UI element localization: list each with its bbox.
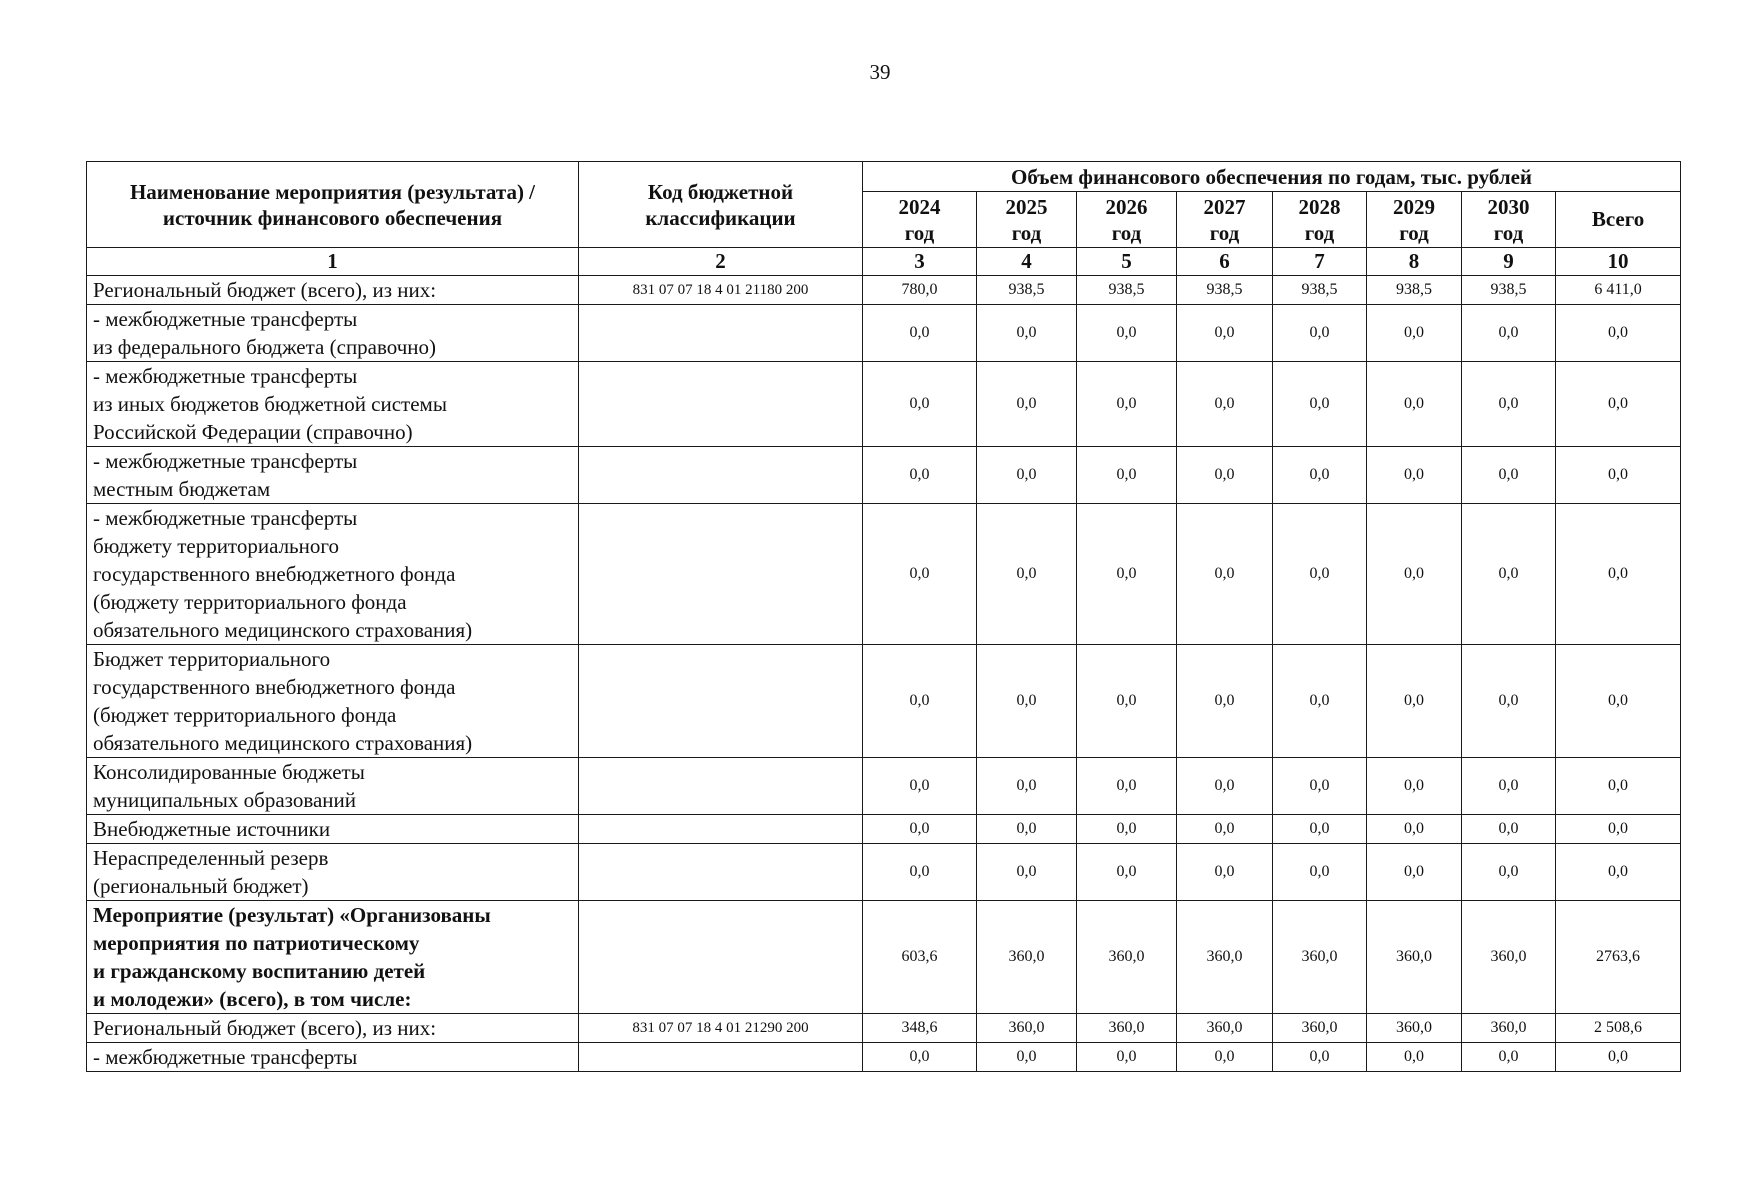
header-total-cell: Всего — [1556, 192, 1681, 248]
row-total-cell: 0,0 — [1556, 844, 1681, 901]
row-name-cell — [87, 362, 579, 447]
row-name-line: Региональный бюджет (всего), из них: — [93, 1016, 437, 1040]
row-name-line: (бюджету территориального фонда — [93, 590, 407, 614]
table-row — [87, 1014, 1681, 1043]
row-name-cell — [87, 447, 579, 504]
row-name-line: Консолидированные бюджеты — [93, 760, 365, 784]
row-value-cell: 0,0 — [863, 844, 977, 901]
row-value-cell: 0,0 — [1077, 305, 1177, 362]
row-name-cell — [87, 844, 579, 901]
row-value-cell: 360,0 — [977, 901, 1077, 1014]
row-value-cell: 0,0 — [1077, 815, 1177, 844]
column-number-cell: 10 — [1556, 248, 1681, 276]
row-value-cell: 0,0 — [1273, 305, 1367, 362]
row-name-cell — [87, 1014, 579, 1043]
row-value-cell: 0,0 — [1077, 447, 1177, 504]
row-total-cell: 0,0 — [1556, 305, 1681, 362]
row-value-cell: 360,0 — [1077, 1014, 1177, 1043]
row-value-cell: 0,0 — [977, 447, 1077, 504]
row-name-cell — [87, 758, 579, 815]
row-value-cell: 0,0 — [1367, 758, 1462, 815]
column-number-cell: 4 — [977, 248, 1077, 276]
row-value-cell: 360,0 — [1462, 1014, 1556, 1043]
row-name-line: Внебюджетные источники — [93, 817, 331, 841]
row-name-cell — [87, 645, 579, 758]
row-value-cell: 0,0 — [863, 1043, 977, 1072]
row-name-line: обязательного медицинского страхования) — [93, 731, 473, 755]
row-value-cell: 0,0 — [1462, 362, 1556, 447]
row-value-cell: 0,0 — [863, 758, 977, 815]
row-name-cell — [87, 1043, 579, 1072]
row-value-cell: 0,0 — [1367, 447, 1462, 504]
row-value-cell: 0,0 — [1177, 758, 1273, 815]
row-value-cell: 0,0 — [1177, 362, 1273, 447]
row-value-cell: 938,5 — [1177, 276, 1273, 305]
row-total-cell: 0,0 — [1556, 447, 1681, 504]
table-row — [87, 276, 1681, 305]
row-value-cell: 0,0 — [1273, 362, 1367, 447]
row-value-cell: 0,0 — [1462, 758, 1556, 815]
row-value-cell: 360,0 — [1273, 1014, 1367, 1043]
row-value-cell: 938,5 — [1077, 276, 1177, 305]
row-total-cell: 6 411,0 — [1556, 276, 1681, 305]
row-value-cell: 0,0 — [1462, 844, 1556, 901]
row-value-cell: 0,0 — [1462, 645, 1556, 758]
header-year-cell: 2026 год — [1077, 192, 1177, 248]
header-year-cell: 2025 год — [977, 192, 1077, 248]
row-value-cell: 0,0 — [977, 504, 1077, 645]
row-value-cell: 0,0 — [977, 815, 1077, 844]
row-code-cell — [579, 1043, 863, 1072]
row-name-line: обязательного медицинского страхования) — [93, 618, 473, 642]
table-row — [87, 362, 1681, 447]
row-value-cell: 0,0 — [1273, 844, 1367, 901]
table-row — [87, 758, 1681, 815]
row-value-cell: 0,0 — [1462, 305, 1556, 362]
table-row — [87, 504, 1681, 645]
row-name-line: государственного внебюджетного фонда — [93, 675, 456, 699]
row-value-cell: 0,0 — [1273, 815, 1367, 844]
header-row-top — [87, 162, 1681, 192]
table-row — [87, 305, 1681, 362]
row-name-line: из федерального бюджета (справочно) — [93, 335, 437, 359]
column-number-cell: 2 — [579, 248, 863, 276]
row-value-cell: 0,0 — [1273, 447, 1367, 504]
row-name-line: из иных бюджетов бюджетной системы — [93, 392, 447, 416]
row-value-cell: 938,5 — [977, 276, 1077, 305]
row-value-cell: 938,5 — [1367, 276, 1462, 305]
row-value-cell: 0,0 — [1077, 645, 1177, 758]
row-name-line: - межбюджетные трансферты — [93, 307, 358, 331]
row-name-line: Российской Федерации (справочно) — [93, 420, 413, 444]
header-code-cell: Код бюджетной классификации — [579, 162, 863, 248]
row-value-cell: 360,0 — [1177, 901, 1273, 1014]
table-row — [87, 844, 1681, 901]
row-value-cell: 360,0 — [1367, 1014, 1462, 1043]
row-code-cell — [579, 758, 863, 815]
row-value-cell: 0,0 — [977, 645, 1077, 758]
page-number: 39 — [869, 60, 891, 84]
row-name-line: Бюджет территориального — [93, 647, 331, 671]
row-name-line: - межбюджетные трансферты — [93, 449, 358, 473]
row-value-cell: 360,0 — [1367, 901, 1462, 1014]
row-value-cell: 0,0 — [1367, 645, 1462, 758]
table-row — [87, 1043, 1681, 1072]
row-code-cell — [579, 815, 863, 844]
row-total-cell: 0,0 — [1556, 758, 1681, 815]
row-value-cell: 0,0 — [1077, 362, 1177, 447]
row-value-cell: 0,0 — [1273, 1043, 1367, 1072]
row-code-cell — [579, 362, 863, 447]
row-name-cell — [87, 276, 579, 305]
header-name-cell: Наименование мероприятия (результата) / источник финансового обеспечения — [87, 162, 579, 248]
column-number-cell: 1 — [87, 248, 579, 276]
row-value-cell: 348,6 — [863, 1014, 977, 1043]
row-name-line: - межбюджетные трансферты — [93, 1045, 358, 1069]
header-year-cell: 2024 год — [863, 192, 977, 248]
row-value-cell: 603,6 — [863, 901, 977, 1014]
row-name-line: местным бюджетам — [93, 477, 271, 501]
row-name-cell — [87, 504, 579, 645]
row-name-line: Мероприятие (результат) «Организованы — [93, 903, 491, 927]
row-code-cell — [579, 305, 863, 362]
row-code-cell — [579, 901, 863, 1014]
row-total-cell: 2763,6 — [1556, 901, 1681, 1014]
row-name-line: бюджету территориального — [93, 534, 339, 558]
row-code-cell: 831 07 07 18 4 01 21180 200 — [579, 276, 863, 305]
row-code-cell — [579, 844, 863, 901]
row-value-cell: 0,0 — [1367, 844, 1462, 901]
row-value-cell: 0,0 — [1177, 844, 1273, 901]
column-number-cell: 3 — [863, 248, 977, 276]
row-value-cell: 360,0 — [1077, 901, 1177, 1014]
row-value-cell: 0,0 — [1462, 1043, 1556, 1072]
header-year-cell: 2030 год — [1462, 192, 1556, 248]
column-number-cell: 5 — [1077, 248, 1177, 276]
row-total-cell: 0,0 — [1556, 645, 1681, 758]
row-value-cell: 0,0 — [977, 362, 1077, 447]
row-value-cell: 0,0 — [863, 305, 977, 362]
header-volume-cell: Объем финансового обеспечения по годам, тыс. рублей — [863, 162, 1681, 192]
row-value-cell: 0,0 — [1177, 447, 1273, 504]
row-value-cell: 0,0 — [1077, 504, 1177, 645]
row-value-cell: 0,0 — [1367, 815, 1462, 844]
row-value-cell: 0,0 — [1077, 844, 1177, 901]
row-name-line: - межбюджетные трансферты — [93, 506, 358, 530]
budget-table — [86, 161, 1681, 1072]
table-row — [87, 815, 1681, 844]
row-value-cell: 0,0 — [1077, 1043, 1177, 1072]
row-value-cell: 360,0 — [977, 1014, 1077, 1043]
column-number-cell: 9 — [1462, 248, 1556, 276]
row-value-cell: 0,0 — [1367, 504, 1462, 645]
header-year-cell: 2028 год — [1273, 192, 1367, 248]
row-value-cell: 0,0 — [977, 758, 1077, 815]
row-name-line: - межбюджетные трансферты — [93, 364, 358, 388]
row-value-cell: 0,0 — [1177, 1043, 1273, 1072]
row-code-cell: 831 07 07 18 4 01 21290 200 — [579, 1014, 863, 1043]
row-value-cell: 780,0 — [863, 276, 977, 305]
row-value-cell: 0,0 — [1177, 645, 1273, 758]
row-value-cell: 0,0 — [863, 815, 977, 844]
row-value-cell: 0,0 — [1077, 758, 1177, 815]
row-value-cell: 0,0 — [977, 305, 1077, 362]
row-name-line: и гражданскому воспитанию детей — [93, 959, 426, 983]
row-total-cell: 0,0 — [1556, 815, 1681, 844]
row-value-cell: 0,0 — [1462, 815, 1556, 844]
table-row — [87, 901, 1681, 1014]
column-number-cell: 8 — [1367, 248, 1462, 276]
table-row — [87, 645, 1681, 758]
row-name-line: Региональный бюджет (всего), из них: — [93, 278, 437, 302]
row-value-cell: 360,0 — [1273, 901, 1367, 1014]
row-value-cell: 0,0 — [977, 1043, 1077, 1072]
row-value-cell: 0,0 — [1462, 447, 1556, 504]
row-value-cell: 0,0 — [1273, 504, 1367, 645]
row-name-cell — [87, 815, 579, 844]
row-value-cell: 0,0 — [1367, 362, 1462, 447]
row-total-cell: 0,0 — [1556, 1043, 1681, 1072]
row-name-line: (региональный бюджет) — [93, 874, 309, 898]
row-code-cell — [579, 645, 863, 758]
row-value-cell: 0,0 — [863, 504, 977, 645]
row-total-cell: 0,0 — [1556, 504, 1681, 645]
column-number-cell: 6 — [1177, 248, 1273, 276]
row-value-cell: 0,0 — [1462, 504, 1556, 645]
row-code-cell — [579, 504, 863, 645]
row-value-cell: 0,0 — [1367, 1043, 1462, 1072]
row-value-cell: 360,0 — [1177, 1014, 1273, 1043]
row-value-cell: 938,5 — [1462, 276, 1556, 305]
row-value-cell: 0,0 — [977, 844, 1077, 901]
row-value-cell: 0,0 — [1273, 758, 1367, 815]
row-name-cell — [87, 305, 579, 362]
header-year-cell: 2027 год — [1177, 192, 1273, 248]
row-name-line: и молодежи» (всего), в том числе: — [93, 987, 412, 1011]
row-name-line: Нераспределенный резерв — [93, 846, 329, 870]
row-value-cell: 0,0 — [863, 362, 977, 447]
table-row — [87, 447, 1681, 504]
row-total-cell: 2 508,6 — [1556, 1014, 1681, 1043]
row-name-cell — [87, 901, 579, 1014]
row-value-cell: 0,0 — [1273, 645, 1367, 758]
row-value-cell: 0,0 — [1177, 305, 1273, 362]
row-name-line: (бюджет территориального фонда — [93, 703, 397, 727]
row-total-cell: 0,0 — [1556, 362, 1681, 447]
row-value-cell: 0,0 — [863, 447, 977, 504]
header-year-cell: 2029 год — [1367, 192, 1462, 248]
column-number-row — [87, 248, 1681, 276]
row-value-cell: 0,0 — [863, 645, 977, 758]
row-value-cell: 0,0 — [1177, 504, 1273, 645]
column-number-cell: 7 — [1273, 248, 1367, 276]
row-name-line: муниципальных образований — [93, 788, 356, 812]
row-value-cell: 938,5 — [1273, 276, 1367, 305]
row-name-line: государственного внебюджетного фонда — [93, 562, 456, 586]
row-value-cell: 0,0 — [1367, 305, 1462, 362]
row-name-line: мероприятия по патриотическому — [93, 931, 420, 955]
row-value-cell: 360,0 — [1462, 901, 1556, 1014]
row-code-cell — [579, 447, 863, 504]
row-value-cell: 0,0 — [1177, 815, 1273, 844]
